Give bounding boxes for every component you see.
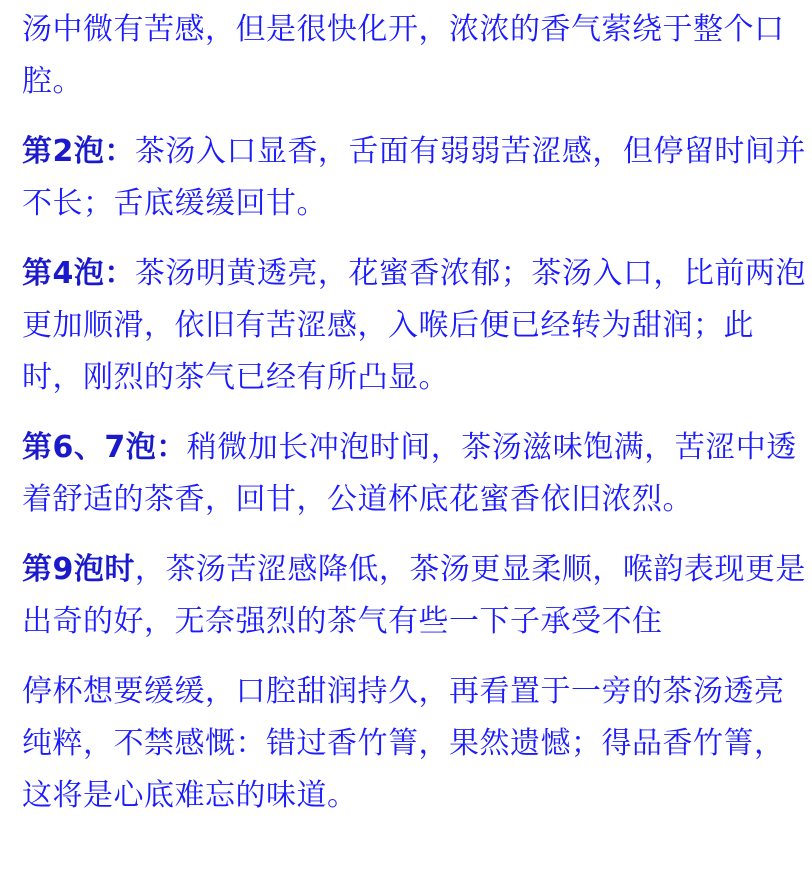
paragraph-conclusion (22, 666, 806, 822)
paragraph-infusion-4 (22, 248, 806, 404)
paragraph-text: 停杯想要缓缓，口腔甜润持久，再看置于一旁的茶汤透亮纯粹，不禁感慨：错过香竹箐，果然遗憾；得品香竹箐，这将是心底难忘的味道。 (22, 674, 785, 813)
paragraph-lead: 第9泡时 (22, 552, 135, 587)
paragraph-intro (22, 4, 806, 108)
paragraph-text: 茶汤明黄透亮，花蜜香浓郁；茶汤入口，比前两泡更加顺滑，依旧有苦涩感，入喉后便已经转为甜润；此时，刚烈的茶气已经有所凸显。 (22, 256, 806, 395)
paragraph-text: 汤中微有苦感，但是很快化开，浓浓的香气萦绕于整个口腔。 (22, 12, 785, 99)
paragraph-text: ，茶汤苦涩感降低，茶汤更显柔顺，喉韵表现更是出奇的好，无奈强烈的茶气有些一下子承受不住 (22, 552, 806, 639)
paragraph-infusion-6-7 (22, 422, 806, 526)
paragraph-lead: 第4泡： (22, 256, 135, 291)
paragraph-infusion-9 (22, 544, 806, 648)
paragraph-text: 茶汤入口显香，舌面有弱弱苦涩感，但停留时间并不长；舌底缓缓回甘。 (22, 134, 806, 221)
paragraph-text: 稍微加长冲泡时间，茶汤滋味饱满，苦涩中透着舒适的茶香，回甘，公道杯底花蜜香依旧浓烈。 (22, 430, 797, 517)
paragraph-infusion-2 (22, 126, 806, 230)
paragraph-lead: 第6、7泡： (22, 430, 187, 465)
paragraph-lead: 第2泡： (22, 134, 135, 169)
article-body (22, 4, 806, 840)
